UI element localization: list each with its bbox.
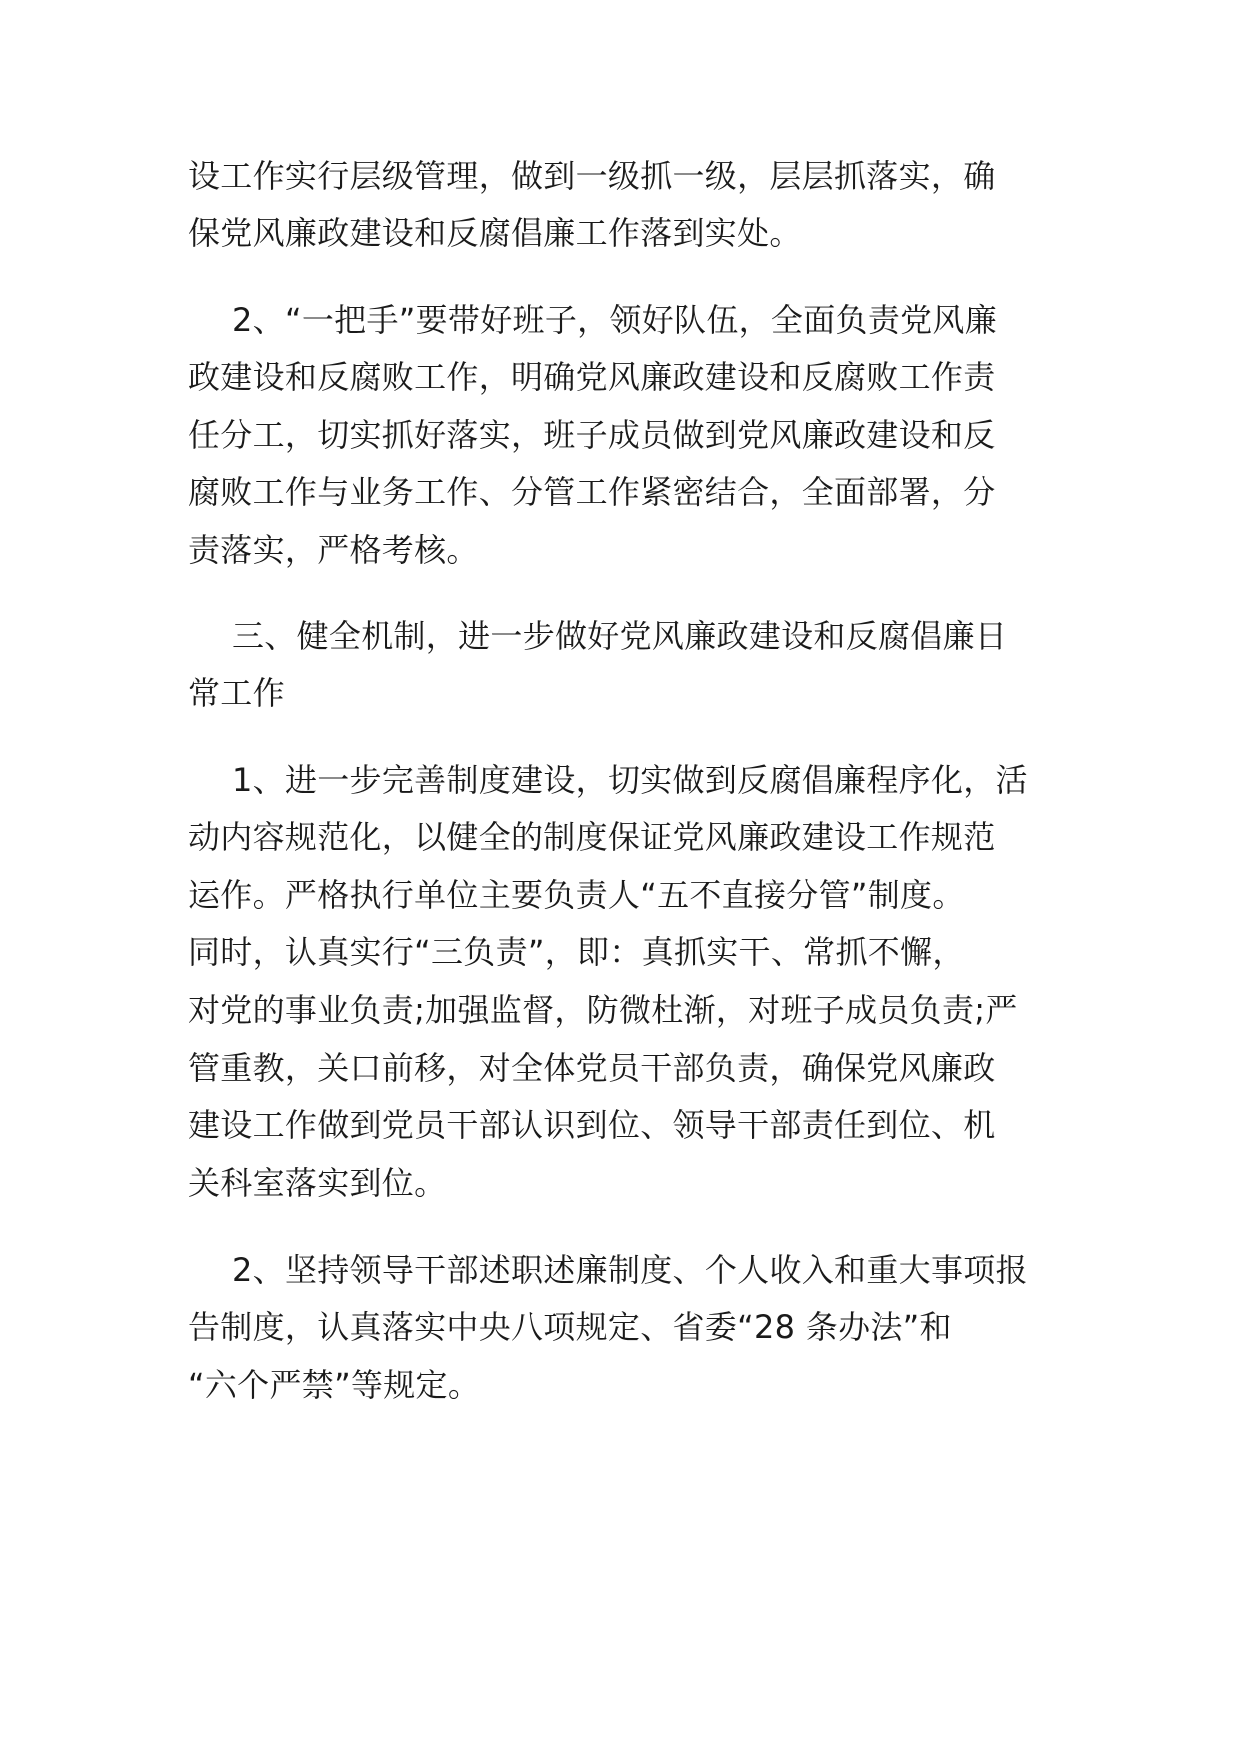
section-heading-line-2: 常工作 [188, 674, 285, 712]
section-heading-line-1: 三、健全机制，进一步做好党风廉政建设和反腐倡廉日 [232, 617, 1008, 655]
paragraph-2-line-2: 政建设和反腐败工作，明确党风廉政建设和反腐败工作责 [188, 358, 996, 396]
paragraph-2-line-4: 腐败工作与业务工作、分管工作紧密结合，全面部署，分 [188, 473, 996, 511]
paragraph-4-line-5: 对党的事业负责;加强监督，防微杜渐，对班子成员负责;严 [188, 991, 1018, 1029]
paragraph-4-line-3: 运作。严格执行单位主要负责人“五不直接分管”制度。 [188, 876, 965, 914]
paragraph-4-line-8: 关科室落实到位。 [188, 1164, 447, 1202]
paragraph-2-line-5: 责落实，严格考核。 [188, 531, 479, 569]
paragraph-1-line-1: 设工作实行层级管理，做到一级抓一级，层层抓落实，确 [188, 157, 996, 195]
paragraph-4-line-1: 1、进一步完善制度建设，切实做到反腐倡廉程序化，活 [232, 761, 1028, 799]
paragraph-4-line-4: 同时，认真实行“三负责”，即：真抓实干、常抓不懈， [188, 933, 965, 971]
paragraph-4-line-2: 动内容规范化，以健全的制度保证党风廉政建设工作规范 [188, 818, 996, 856]
paragraph-4-line-6: 管重教，关口前移，对全体党员干部负责，确保党风廉政 [188, 1049, 996, 1087]
paragraph-2-line-1: 2、“一把手”要带好班子，领好队伍，全面负责党风廉 [232, 301, 998, 339]
paragraph-2-line-3: 任分工，切实抓好落实，班子成员做到党风廉政建设和反 [188, 416, 996, 454]
paragraph-5-line-3: “六个严禁”等规定。 [188, 1366, 481, 1404]
paragraph-4-line-7: 建设工作做到党员干部认识到位、领导干部责任到位、机 [188, 1106, 996, 1144]
paragraph-5-line-1: 2、坚持领导干部述职述廉制度、个人收入和重大事项报 [232, 1251, 1028, 1289]
paragraph-1-line-2: 保党风廉政建设和反腐倡廉工作落到实处。 [188, 214, 802, 252]
paragraph-5-line-2: 告制度，认真落实中央八项规定、省委“28 条办法”和 [188, 1308, 952, 1346]
